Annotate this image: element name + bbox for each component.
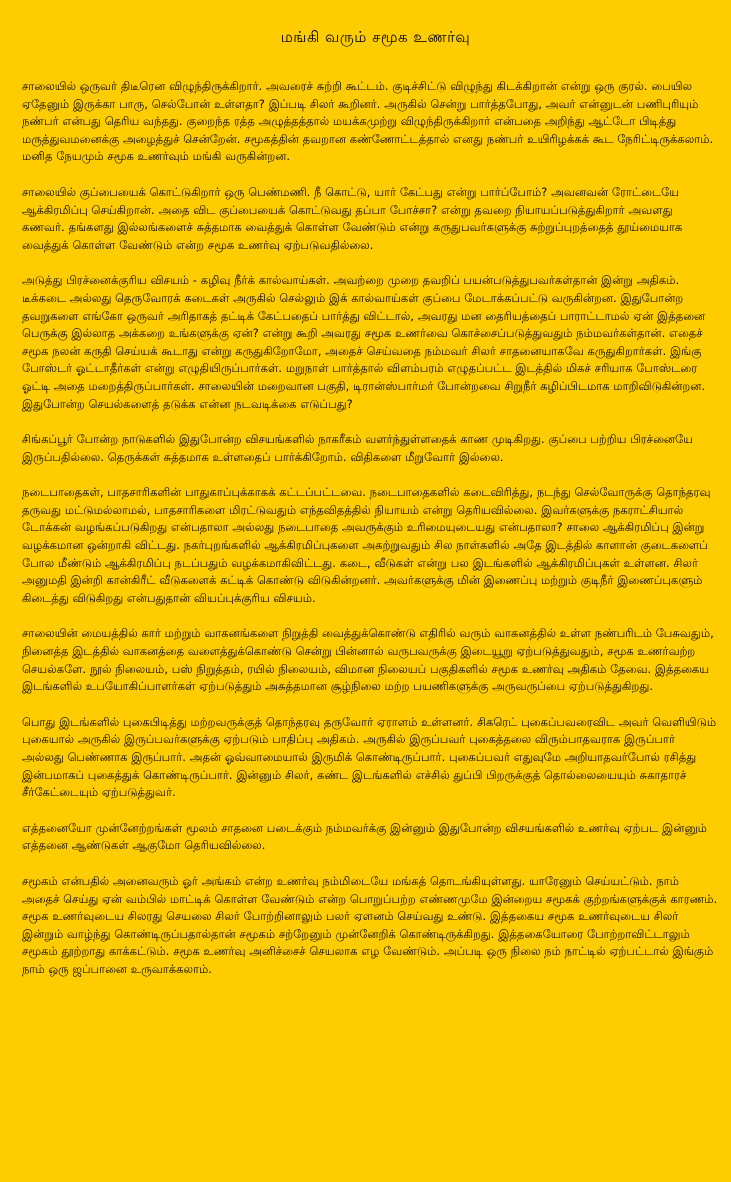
paragraph: சாலையில் குப்பையைக் கொட்டுகிறார் ஒரு பெண்மணி. நீ கொட்டு, யார் கேட்பது என்று பார்ப்போம்? அவனவன் ரோட்டையே ஆக்கிரமிப்பு செய்கிறான். அதை விட குப்பையைக் கொட்டுவது தப்பா போச்சா? என்று தவறை நியாயப்படுத்துகிறார் அவளது கணவர். தங்களது இல்லங்களைச் சுத்தமாக வைத்துக் கொள்ள வேண்டும் என்று கருதுபவர்களுக்கு சுற்றுப்புறத்தைத் தூய்மையாக வைத்துக் கொள்ள வேண்டும் என்ற சமூக உணர்வு ஏற்படுவதில்லை. <box>22 184 683 252</box>
paragraph: அடுத்து பிரச்னைக்குரிய விசயம் - கழிவு நீர்க் கால்வாய்கள். அவற்றை முறை தவறிப் பயன்படுத்துபவர்கள்தான் இன்று அதிகம். டீக்கடை அல்லது தெருவோரக் கடைகள் அருகில் செல்லும் இக் கால்வாய்கள் குப்பை மேடாக்கப்பட்டு வருகின்றன. இதுபோன்ற தவறுகளை எங்கோ ஒருவர் அரிதாகத் தட்டிக் கேட்பதைப் பார்த்து விட்டால், அவரது மன தைரியத்தைப் பாராட்டாமல் ஏன் இத்தனை பெருக்கு இல்லாத அக்கறை உங்களுக்கு ஏன்? என்று கூறி அவரது சமூக உணர்வை கொச்சைப்படுத்துவதும் நம்மவர்கள்தான். எதைச் சமூக நலன் கருதி செய்யக் கூடாது என்று கருதுகிறோமோ, அதைச் செய்வதை நம்மவர் சிலர் சாதனையாகவே கருதுகிறார்கள். இங்கு போஸ்டர் ஓட்டாதீர்கள் என்று எழுதியிருப்பார்கள். மறுநாள் பார்த்தால் விளம்பரம் எழுதப்பட்ட இடத்தில் மிகச் சரியாக போஸ்டரை ஓட்டி அதை மறைத்திருப்பார்கள். சாலையின் மறைவான பகுதி, டிரான்ஸ்பார்மர் போன்றவை சிறுநீர் கழிப்பிடமாக மாறிவிடுகின்றன. இதுபோன்ற செயல்களைத் தடுக்க என்ன நடவடிக்கை எடுப்பது? <box>22 273 706 411</box>
paragraph: நடைபாதைகள், பாதசாரிகளின் பாதுகாப்புக்காகக் கட்டப்பட்டவை. நடைபாதைகளில் கடைவிரித்து, நடந்து செல்வோருக்கு தொந்தரவு தருவது மட்டுமல்லாமல், பாதசாரிகளை மிரட்டுவதும் எந்தவிதத்தில் நியாயம் என்று தெரியவில்லை. இவர்களுக்கு நகராட்சியால் டோக்கன் வழங்கப்படுகிறது என்பதாலா அல்லது நடைபாதை அவருக்கும் உரிமையுடையது என்பதாலா? சாலை ஆக்கிரமிப்பு இன்று வழக்கமான ஒன்றாகி விட்டது. நகர்புறங்களில் ஆக்கிரமிப்புகளை அகற்றுவதும் சில நாள்களில் அதே இடத்தில் காளான் குடைகளைப் போல மீண்டும் ஆக்கிரமிப்பு நடப்பதும் வழக்கமாகிவிட்டது. கடை, வீடுகள் என்று பல இடங்களில் ஆக்கிரமிப்புகள் உள்ளன. சிலர் அனுமதி இன்றி கான்கிரீட் வீடுகளைக் கட்டிக் கொண்டு விடுகின்றனர். அவர்களுக்கு மின் இணைப்பு மற்றும் குடிநீர் இணைப்புகளும் கிடைத்து விடுகிறது என்பதுதான் வியப்புக்குரிய விசயம். <box>22 485 711 605</box>
paragraph: சாலையின் மையத்தில் கார் மற்றும் வாகனங்களை நிறுத்தி வைத்துக்கொண்டு எதிரில் வரும் வாகனத்தில் உள்ள நண்பரிடம் பேசுவதும், நினைத்த இடத்தில் வாகனத்தை வளைத்துக்கொண்டு சென்று பின்னால் வருபவருக்கு இடையூறு ஏற்படுத்துவதும், சமூக உணர்வற்ற செயல்களே. நூல் நிலையம், பஸ் நிறுத்தம், ரயில் நிலையம், விமான நிலையப் பகுதிகளில் சமூக உணர்வு அதிகம் தேவை. இத்தகைய இடங்களில் உபயோகிப்பாளர்கள் ஏற்படுத்தும் அசுத்தமான சூழ்நிலை மற்ற பயணிகளுக்கு அருவருப்பை ஏற்படுத்துகிறது. <box>22 626 714 694</box>
paragraph: பொது இடங்களில் புகைபிடித்து மற்றவருக்குத் தொந்தரவு தருவோர் ஏராளம் உள்ளனர். சிகரெட் புகைப்பவரைவிட அவர் வெளியிடும் புகையால் அருகில் இருப்பவர்களுக்கு ஏற்படும் பாதிப்பு அதிகம். அருகில் இருப்பவர் புகைத்தலை விரும்பாதவராக இருப்பார் அல்லது பெண்ணாக இருப்பார். அதன் ஓவ்வாமையால் இருமிக் கொண்டிருப்பார். புகைப்பவர் எதுவுமே அறியாதவர்போல் ரசித்து இன்பமாகப் புகைத்துக் கொண்டிருப்பார். இன்னும் சிலர், கண்ட இடங்களில் எச்சில் துப்பி பிறருக்குத் தொல்லையையும் சுகாதாரச் சீர்கேட்டையும் ஏற்படுத்துவர். <box>22 714 717 800</box>
paragraph: சமூகம் என்பதில் அனைவரும் ஓர் அங்கம் என்ற உணர்வு நம்மிடையே மங்கத் தொடங்கியுள்ளது. யாரேனும் செய்யட்டும். நாம் அதைச் செய்து ஏன் வம்பில் மாட்டிக் கொள்ள வேண்டும் என்ற பொறுப்பற்ற எண்ணமுமே இன்றைய சமூகக் குற்றங்களுக்குக் காரணம். சமூக உணர்வுடைய சிலரது செயலை சிலர் போற்றினாலும் பலர் ஏளனம் செய்வது உண்டு. இத்தகைய சமூக உணர்வுடைய சிலர் இன்றும் வாழ்ந்து கொண்டிருப்பதால்தான் சமூகம் சற்றேனும் முன்னேறிக் கொண்டிருக்கிறது. இத்தகையோரை போற்றாவிட்டாலும் சமூகம் தூற்றாது காக்கட்டும். சமூக உணர்வு அனிச்சைச் செயலாக எழ வேண்டும். அப்படி ஒரு நிலை நம் நாட்டில் ஏற்பட்டால் இங்கும் நாம் ஒரு ஜப்பானை உருவாக்கலாம். <box>22 873 718 976</box>
paragraph: சிங்கப்பூர் போன்ற நாடுகளில் இதுபோன்ற விசயங்களில் நாகரீகம் வளர்ந்துள்ளதைக் காண முடிகிறது. குப்பை பற்றிய பிரச்னையே இருப்பதில்லை. தெருக்கள் சுத்தமாக உள்ளதைப் பார்க்கிறோம். விதிகளை மீறுவோர் இல்லை. <box>22 432 693 464</box>
article-title: மங்கி வரும் சமூக உணர்வு <box>280 28 471 46</box>
paragraph: சாலையில் ஒருவர் திடீரென விழுந்திருக்கிறார். அவரைச் சுற்றி கூட்டம். குடிச்சிட்டு விழுந்து கிடக்கிறான் என்று ஒரு குரல். பையில ஏதேனும் இருக்கா பாரு, செல்போன் உள்ளதா? இப்படி சிலர் கூறினர். அருகில் சென்று பார்த்தபோது, அவர் என்னுடன் பணிபுரியும் நண்பர் என்பது தெரிய வந்தது. குறைந்த ரத்த அழுத்தத்தால் மயக்கமுற்று விழுந்திருக்கிறார் என்பதை அறிந்து ஆட்டோ பிடித்து மருத்துவமனைக்கு அழைத்துச் சென்றேன். சமூகத்தின் தவறான கண்ணோட்டத்தால் எனது நண்பர் உயிரிழக்கக் கூட நேரிட்டிருக்கலாம். மனித நேயமும் சமூக உணர்வும் மங்கி வருகின்றன. <box>22 79 714 164</box>
paragraph: எத்தனையோ முன்னேற்றங்கள் மூலம் சாதனை படைக்கும் நம்மவர்க்கு இன்னும் இதுபோன்ற விசயங்களில் உணர்வு ஏற்பட இன்னும் எத்தனை ஆண்டுகள் ஆகுமோ தெரியவில்லை. <box>22 820 707 853</box>
